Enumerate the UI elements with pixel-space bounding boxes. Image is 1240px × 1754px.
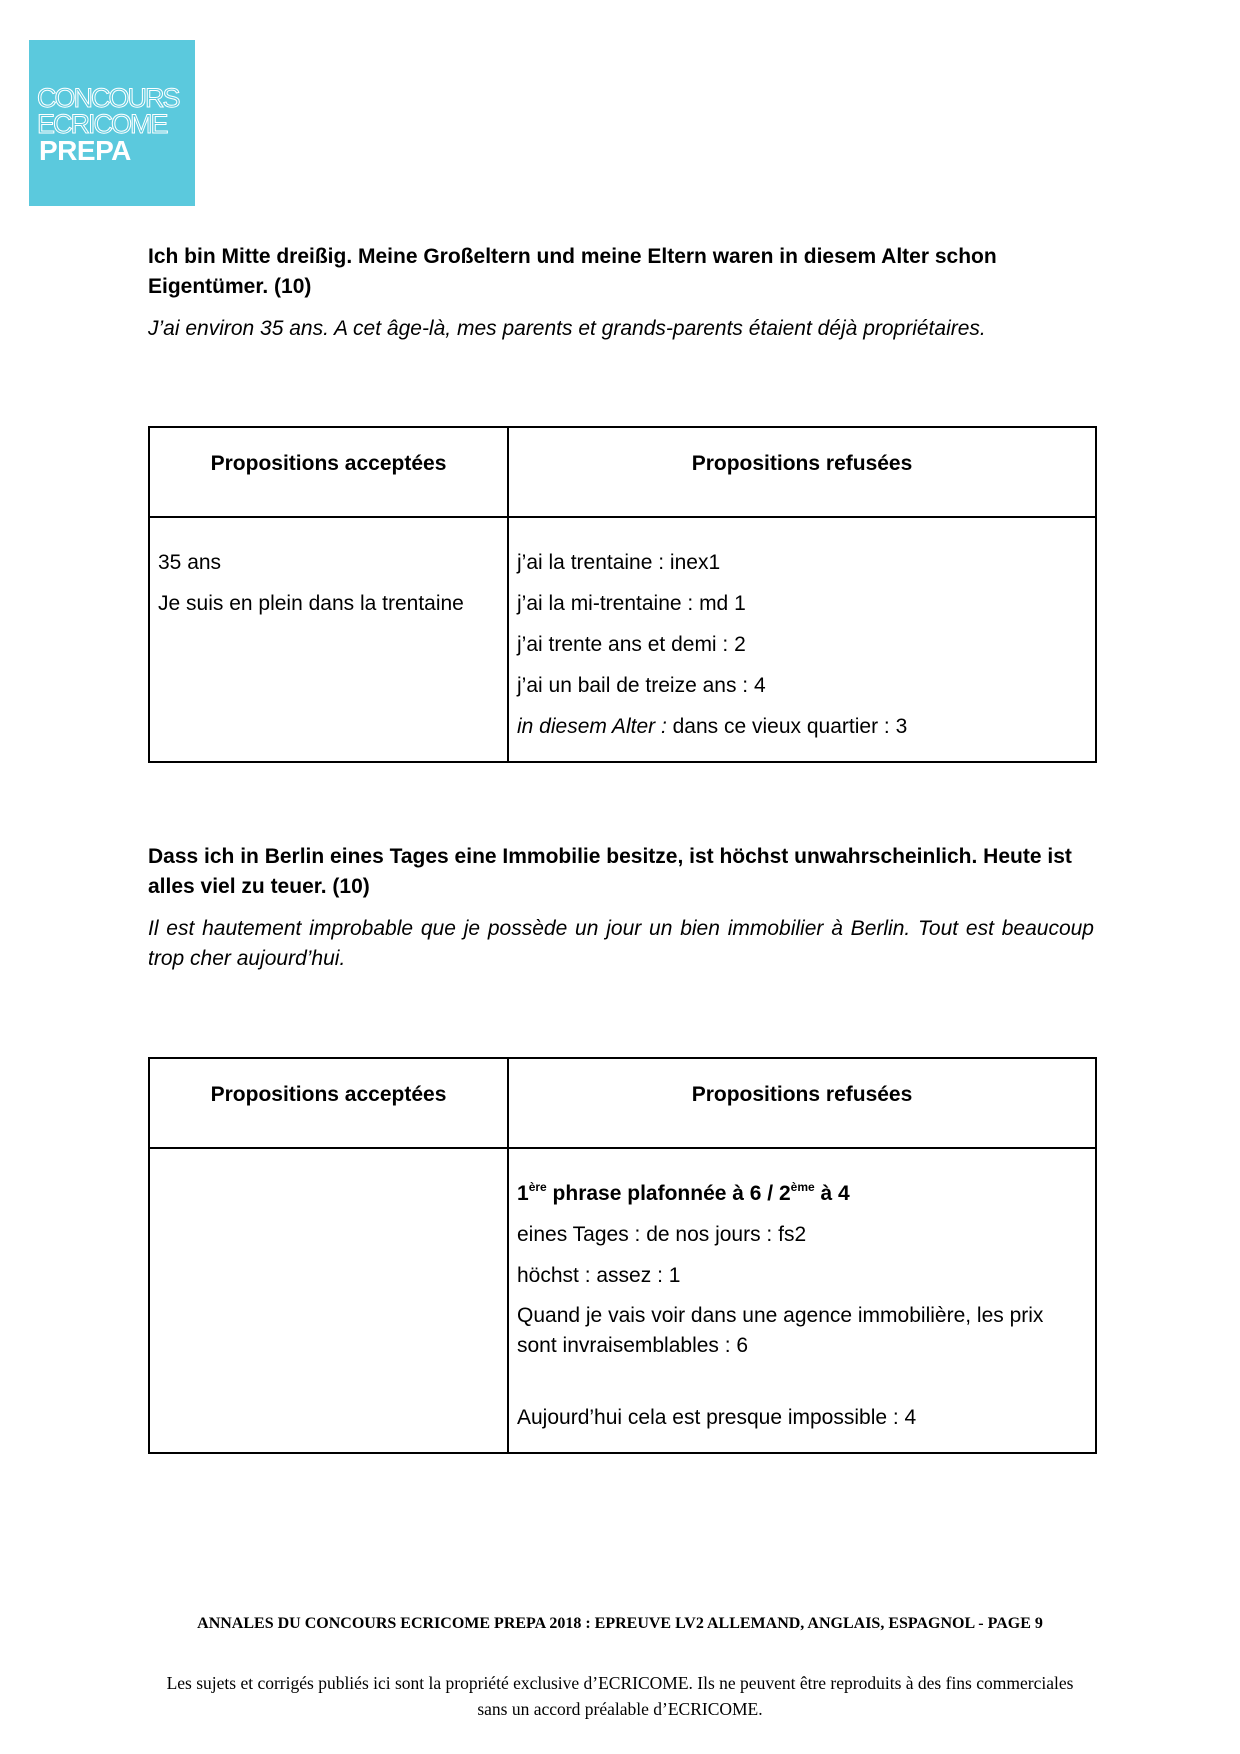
refused-cell bbox=[508, 1148, 1096, 1453]
logo-line-prepa: PREPA bbox=[39, 135, 131, 166]
section-2-question: Dass ich in Berlin eines Tages eine Immobilie besitze, ist höchst unwahrscheinlich. Heute ist alles viel zu teuer. (10) bbox=[148, 845, 1072, 898]
header-refused: Propositions refusées bbox=[508, 1058, 1096, 1148]
refused-item: Aujourd’hui cela est presque impossible : 4 bbox=[517, 1406, 917, 1429]
ecricome-logo bbox=[29, 40, 195, 206]
logo-line-ecricome: ECRICOME bbox=[37, 109, 167, 139]
section-2 bbox=[148, 842, 1094, 974]
refused-item: j’ai la mi-trentaine : md 1 bbox=[517, 592, 746, 615]
footer-title: ANNALES DU CONCOURS ECRICOME PREPA 2018 : EPREUVE LV2 ALLEMAND, ANGLAIS, ESPAGNOL - PAGE 9 bbox=[197, 1615, 1043, 1632]
refused-item: j’ai la trentaine : inex1 bbox=[517, 551, 721, 574]
accepted-item: 35 ans bbox=[158, 551, 222, 574]
refused-item: Quand je vais voir dans une agence immobilière, les prix sont invraisemblables : 6 bbox=[517, 1304, 1044, 1357]
section-1-table bbox=[148, 426, 1097, 763]
accepted-cell bbox=[149, 517, 508, 762]
accepted-cell bbox=[149, 1148, 508, 1453]
logo-line-concours: CONCOURS bbox=[37, 83, 179, 113]
section-1-question: Ich bin Mitte dreißig. Meine Großeltern und meine Eltern waren in diesem Alter schon Eigentümer. (10) bbox=[148, 245, 997, 298]
refused-item: j’ai trente ans et demi : 2 bbox=[517, 633, 746, 656]
section-1-translation: J’ai environ 35 ans. A cet âge-là, mes parents et grands-parents étaient déjà propriétaires. bbox=[148, 317, 986, 340]
header-accepted: Propositions acceptées bbox=[149, 1058, 508, 1148]
refused-item: eines Tages : de nos jours : fs2 bbox=[517, 1223, 807, 1246]
refused-cell bbox=[508, 517, 1096, 762]
accepted-item: Je suis en plein dans la trentaine bbox=[158, 592, 464, 615]
section-2-table bbox=[148, 1057, 1097, 1454]
cap-rule: 1ère phrase plafonnée à 6 / 2ème à 4 bbox=[517, 1180, 850, 1205]
footer-notice: Les sujets et corrigés publiés ici sont la propriété exclusive d’ECRICOME. Ils ne peuvent être reproduits à des fins commerciales sans un accord préalable d’ECRICOME. bbox=[166, 1673, 1074, 1719]
header-accepted: Propositions acceptées bbox=[149, 427, 508, 517]
refused-item: j’ai un bail de treize ans : 4 bbox=[517, 674, 766, 697]
header-refused: Propositions refusées bbox=[508, 427, 1096, 517]
section-1 bbox=[148, 242, 1094, 344]
section-2-translation: Il est hautement improbable que je possède un jour un bien immobilier à Berlin. Tout est beaucoup trop cher aujourd’hui. bbox=[148, 917, 1094, 970]
refused-item: höchst : assez : 1 bbox=[517, 1264, 681, 1287]
refused-item: in diesem Alter : dans ce vieux quartier : 3 bbox=[517, 715, 908, 738]
